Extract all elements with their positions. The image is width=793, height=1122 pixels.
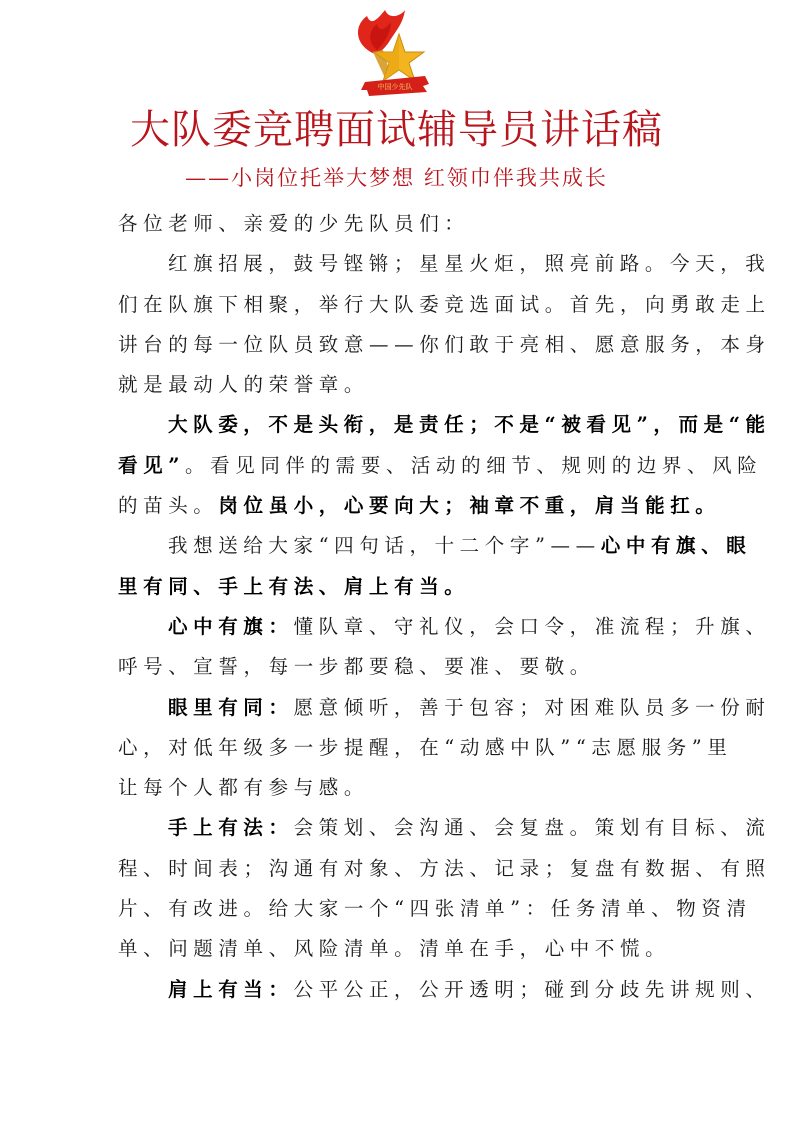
text-line	[118, 244, 771, 284]
document-title: 大队委竞聘面试辅导员讲话稿	[130, 107, 663, 153]
text-line	[118, 808, 771, 848]
greeting: 各位老师、亲爱的少先队员们：	[118, 212, 470, 235]
bold-text: 里有同、手上有法、肩上有当。	[118, 574, 470, 598]
text-span: 讲台的每一位队员致意——你们敢于亮相、愿意服务，本身	[118, 332, 771, 356]
bold-text: 肩上有当：	[168, 977, 294, 1001]
bold-text: 看见”	[118, 453, 186, 477]
text-span: 们在队旗下相聚，举行大队委竞选面试。首先，向勇敢走上	[118, 292, 771, 316]
svg-text:中国少先队: 中国少先队	[377, 83, 413, 91]
text-line	[118, 405, 771, 445]
text-span: 单、问题清单、风险清单。清单在手，心中不慌。	[118, 937, 671, 961]
text-line	[118, 607, 771, 647]
text-line	[118, 365, 674, 405]
text-span: 就是最动人的荣誉章。	[118, 373, 370, 397]
young-pioneers-badge-icon	[345, 6, 435, 98]
text-line	[118, 446, 763, 486]
text-line	[118, 688, 771, 728]
text-span: 的苗头。	[118, 494, 219, 518]
text-line	[118, 889, 752, 929]
text-line	[118, 486, 721, 526]
bold-text: 心中有旗：	[168, 614, 294, 638]
text-line	[118, 567, 674, 607]
text-span: 让每个人都有参与感。	[118, 776, 370, 800]
text-span: 程、时间表；沟通有对象、方法、记录；复盘有数据、有照	[118, 856, 771, 880]
text-line	[118, 647, 674, 687]
text-line	[118, 849, 771, 889]
text-span: 懂队章、守礼仪，会口令，准流程；升旗、	[293, 614, 771, 638]
text-span: 。看见同伴的需要、活动的细节、规则的边界、风险	[185, 453, 763, 477]
text-line	[118, 768, 674, 808]
bold-text: 眼里有同：	[168, 695, 294, 719]
speech-body	[118, 204, 771, 1010]
text-line	[118, 526, 752, 566]
bold-text: 大队委，不是头衔，是责任；不是“被看见”，而是“能	[168, 413, 771, 437]
bold-text: 手上有法：	[168, 816, 294, 840]
text-span: 我想送给大家“四句话，十二个字”——	[168, 534, 601, 558]
text-line	[118, 728, 733, 768]
text-line	[118, 970, 771, 1010]
text-span: 片、有改进。给大家一个“四张清单”：任务清单、物资清	[118, 897, 752, 921]
document-subtitle: ——小岗位托举大梦想 红领巾伴我共成长	[185, 166, 608, 190]
text-line	[118, 285, 771, 325]
text-span: 呼号、宣誓，每一步都要稳、要准、要敬。	[118, 655, 595, 679]
text-span: 红旗招展，鼓号铿锵；星星火炬，照亮前路。今天，我	[168, 252, 771, 276]
text-line	[118, 325, 771, 365]
bold-text: 心中有旗、眼	[600, 534, 752, 558]
text-span: 会策划、会沟通、会复盘。策划有目标、流	[293, 816, 771, 840]
text-span: 公平公正，公开透明；碰到分歧先讲规则、	[293, 977, 771, 1001]
bold-text: 岗位虽小，心要向大；袖章不重，肩当能扛。	[218, 494, 721, 518]
text-span: 愿意倾听，善于包容；对困难队员多一份耐	[293, 695, 771, 719]
text-span: 心，对低年级多一步提醒，在“动感中队”“志愿服务”里	[118, 735, 733, 759]
text-line	[118, 929, 674, 969]
